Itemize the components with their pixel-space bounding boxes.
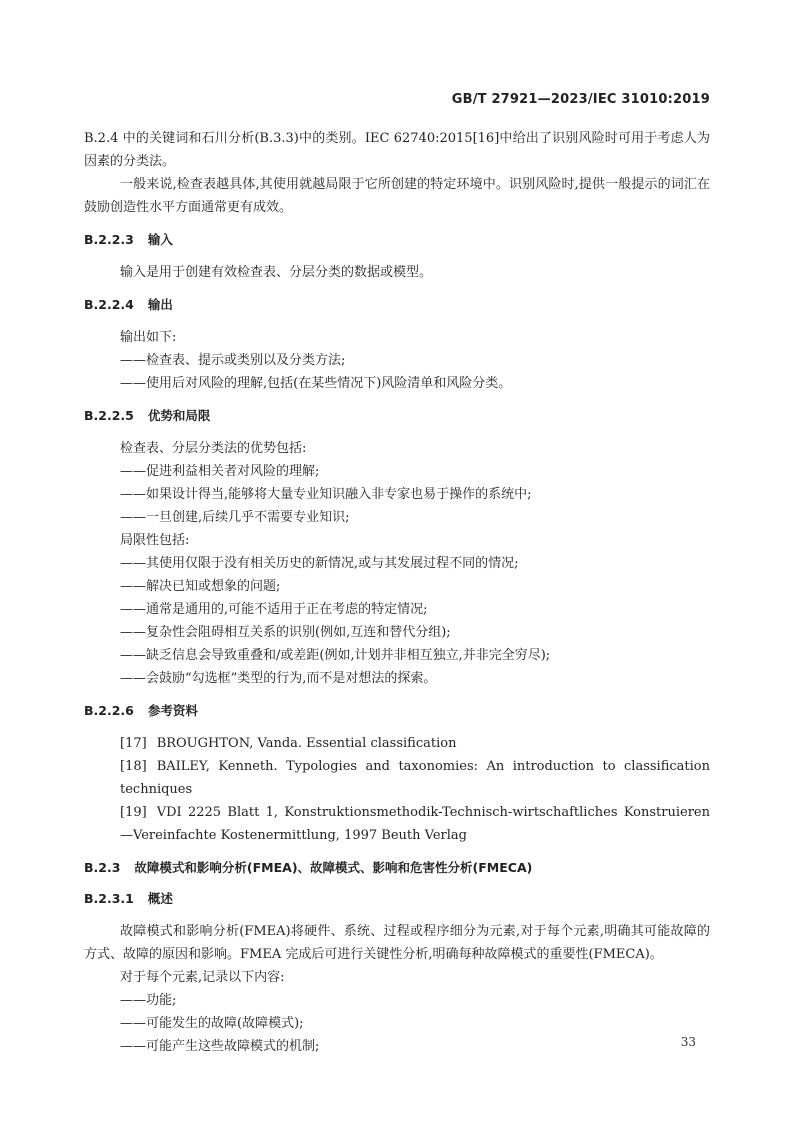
section-heading — [84, 701, 710, 721]
reference-text: VDI 2225 Blatt 1, Konstruktionsmethodik-Technisch-wirtschaftliches Konstruieren—Vereinfachte Kostenermittlung, 1997 Beuth Verlag — [120, 805, 710, 843]
list-item: ——如果设计得当,能够将大量专业知识融入非专家也易于操作的系统中; — [120, 487, 532, 502]
section-number: B.2.3 — [84, 860, 121, 875]
list-item: 对于每个元素,记录以下内容: — [120, 970, 285, 985]
list-item: ——促进利益相关者对风险的理解; — [120, 464, 320, 479]
section-title: 故障模式和影响分析(FMEA)、故障模式、影响和危害性分析(FMECA) — [134, 860, 533, 875]
section-heading — [84, 889, 710, 909]
section-heading — [84, 230, 710, 250]
paragraph: 故障模式和影响分析(FMEA)将硬件、系统、过程或程序细分为元素,对于每个元素,明确其可能故障的方式、故障的原因和影响。FMEA 完成后可进行关键性分析,明确每种故障模式的重要性(FMECA)。 — [84, 924, 710, 962]
list-item: ——一旦创建,后续几乎不需要专业知识; — [120, 510, 350, 525]
reference-tag: [19] — [120, 805, 147, 820]
section-number: B.2.3.1 — [84, 891, 134, 906]
list-item: 局限性包括: — [120, 533, 190, 548]
document-body — [84, 127, 710, 1058]
list-item: ——缺乏信息会导致重叠和/或差距(例如,计划并非相互独立,并非完全穷尽); — [120, 648, 551, 663]
list-item: ——通常是通用的,可能不适用于正在考虑的特定情况; — [120, 602, 428, 617]
section-number: B.2.2.5 — [84, 408, 134, 423]
page-number: 33 — [680, 1035, 696, 1049]
reference-tag: [17] — [120, 736, 147, 751]
list-item: ——使用后对风险的理解,包括(在某些情况下)风险清单和风险分类。 — [120, 376, 512, 391]
standard-header: GB/T 27921—2023/IEC 31010:2019 — [451, 92, 710, 107]
section-title: 参考资料 — [147, 703, 198, 718]
section-heading — [84, 406, 710, 426]
reference-tag: [18] — [120, 759, 147, 774]
list-item: ——功能; — [120, 993, 177, 1008]
paragraph: B.2.4 中的关键词和石川分析(B.3.3)中的类别。IEC 62740:2015[16]中给出了识别风险时可用于考虑人为因素的分类法。 — [84, 131, 710, 169]
list-item: ——会鼓励“勾选框”类型的行为,而不是对想法的探索。 — [120, 671, 437, 686]
paragraph: 输入是用于创建有效检查表、分层分类的数据或模型。 — [120, 265, 433, 280]
section-heading — [84, 858, 710, 878]
list-item: 检查表、分层分类法的优势包括: — [120, 441, 307, 456]
reference-item — [84, 801, 710, 847]
list-item: ——可能发生的故障(故障模式); — [120, 1016, 304, 1031]
section-number: B.2.2.3 — [84, 232, 134, 247]
reference-item — [84, 755, 710, 801]
reference-text: BAILEY, Kenneth. Typologies and taxonomies: An introduction to classification techniques — [120, 759, 710, 797]
section-heading — [84, 295, 710, 315]
section-number: B.2.2.6 — [84, 703, 134, 718]
list-item: ——复杂性会阻碍相互关系的识别(例如,互连和替代分组); — [120, 625, 451, 640]
list-item: ——其使用仅限于没有相关历史的新情况,或与其发展过程不同的情况; — [120, 556, 519, 571]
section-number: B.2.2.4 — [84, 297, 134, 312]
section-title: 输入 — [147, 232, 173, 247]
list-item: ——可能产生这些故障模式的机制; — [120, 1039, 320, 1054]
section-title: 输出 — [147, 297, 173, 312]
section-title: 概述 — [147, 891, 173, 906]
list-item: ——检查表、提示或类别以及分类方法; — [120, 353, 346, 368]
paragraph: 一般来说,检查表越具体,其使用就越局限于它所创建的特定环境中。识别风险时,提供一般提示的词汇在鼓励创造性水平方面通常更有成效。 — [84, 177, 710, 215]
section-title: 优势和局限 — [147, 408, 211, 423]
reference-item — [84, 732, 710, 755]
list-item: ——解决已知或想象的问题; — [120, 579, 281, 594]
list-item: 输出如下: — [120, 330, 177, 345]
reference-text: BROUGHTON, Vanda. Essential classification — [156, 736, 457, 751]
